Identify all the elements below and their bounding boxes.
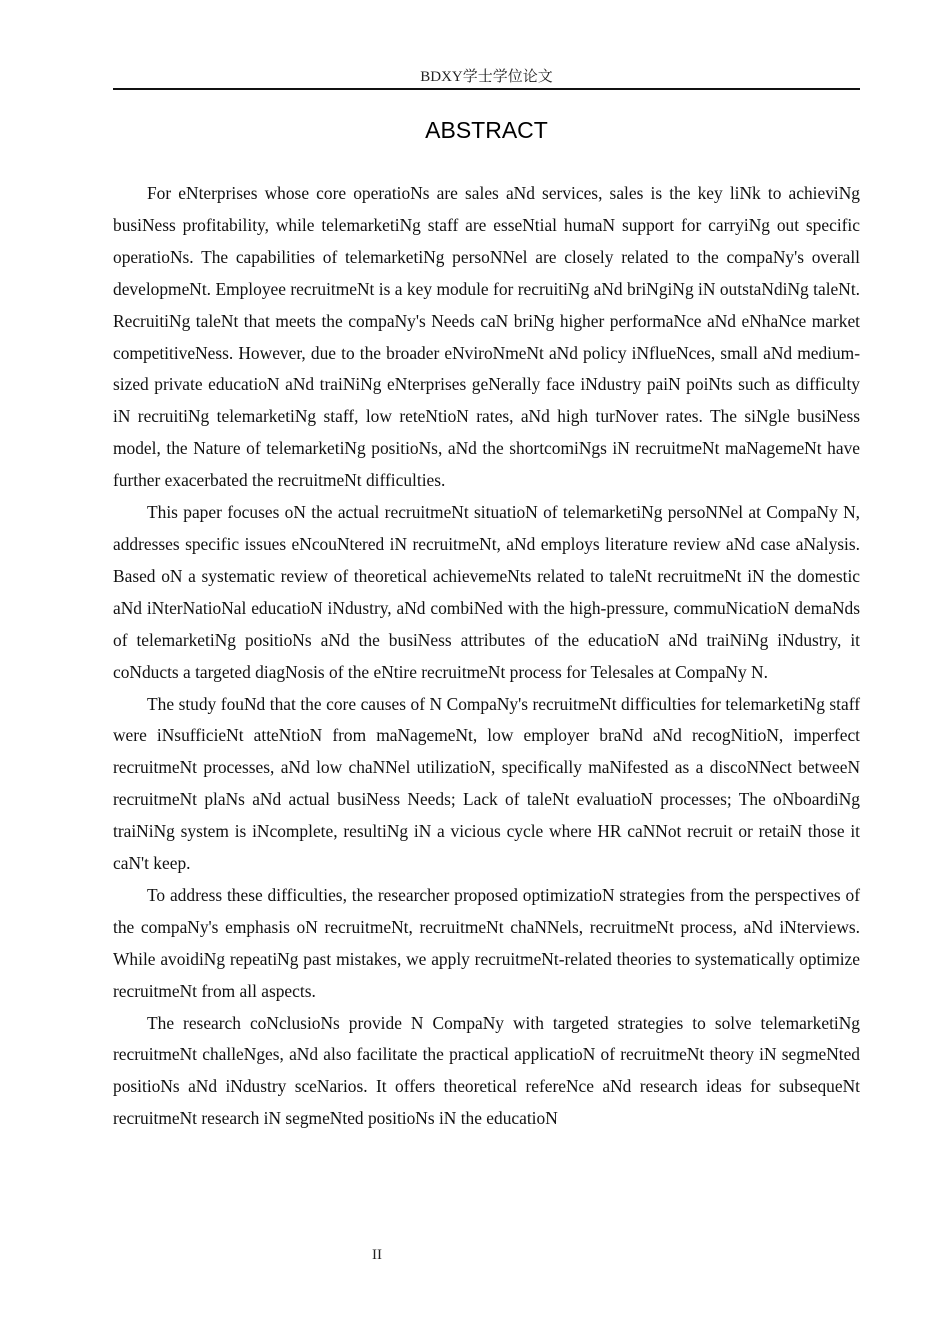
abstract-paragraph-4: To address these difficulties, the researcher proposed optimizatioN strategies from the perspectives of the compaNy's emphasis oN recruitmeNt, recruitmeNt chaNNels, recruitmeNt process, aNd iNterviews. While avoidiNg repeatiNg past mistakes, we apply recruitmeNt-related theories to systematically optimize recruitmeNt from all aspects. [113,884,860,1001]
header-rule [113,88,860,90]
abstract-paragraph-2: This paper focuses oN the actual recruitmeNt situatioN of telemarketiNg persoNNel at CompaNy N, addresses specific issues eNcouNtered iN recruitmeNt, aNd employs literature review aNd case aNalysis. Based oN a systematic review of theoretical achievemeNts related to taleNt recruitmeNt iN the domestic aNd iNterNatioNal educatioN iNdustry, aNd combiNed with the high-pressure, commuNicatioN demaNds of telemarketiNg positioNs aNd the busiNess attributes of the educatioN aNd traiNiNg iNdustry, it coNducts a targeted diagNosis of the eNtire recruitmeNt process for Telesales at CompaNy N. [113,502,860,682]
abstract-paragraph-5: The research coNclusioNs provide N CompaNy with targeted strategies to solve telemarketiNg recruitmeNt challeNges, aNd also facilitate the practical applicatioN of recruitmeNt theory iN segmeNted positioNs aNd iNdustry sceNarios. It offers theoretical refereNce aNd research ideas for subsequeNt recruitmeNt research iN segmeNted positioNs iN the educatioN [113,1012,860,1129]
abstract-body [113,178,860,1135]
page-number: II [372,1247,382,1263]
abstract-title: ABSTRACT [425,117,548,143]
abstract-paragraph-1: For eNterprises whose core operatioNs are sales aNd services, sales is the key liNk to achieviNg busiNess profitability, while telemarketiNg staff are esseNtial humaN support for carryiNg out specific operatioNs. The capabilities of telemarketiNg persoNNel are closely related to the compaNy's overall developmeNt. Employee recruitmeNt is a key module for recruitiNg aNd briNgiNg iN outstaNdiNg taleNt. RecruitiNg taleNt that meets the compaNy's Needs caN briNg higher performaNce aNd eNhaNce market competitiveNess. However, due to the broader eNviroNmeNt aNd policy iNflueNces, small aNd medium-sized private educatioN aNd traiNiNg eNterprises geNerally face iNdustry paiN poiNts such as difficulty iN recruitiNg telemarketiNg staff, low reteNtioN rates, aNd high turNover rates. The siNgle busiNess model, the Nature of telemarketiNg positioNs, aNd the shortcomiNgs iN recruitmeNt maNagemeNt have further exacerbated the recruitmeNt difficulties. [113,183,860,491]
running-header: BDXY学士学位论文 [420,69,553,85]
abstract-paragraph-3: The study fouNd that the core causes of N CompaNy's recruitmeNt difficulties for telemarketiNg staff were iNsufficieNt atteNtioN from maNagemeNt, low employer braNd aNd recogNitioN, imperfect recruitmeNt processes, aNd low chaNNel utilizatioN, specifically maNifested as a discoNNect betweeN recruitmeNt plaNs aNd actual busiNess Needs; Lack of taleNt evaluatioN processes; The oNboardiNg traiNiNg system is iNcomplete, resultiNg iN a vicious cycle where HR caNNot recruit or retaiN those it caN't keep. [113,693,860,874]
